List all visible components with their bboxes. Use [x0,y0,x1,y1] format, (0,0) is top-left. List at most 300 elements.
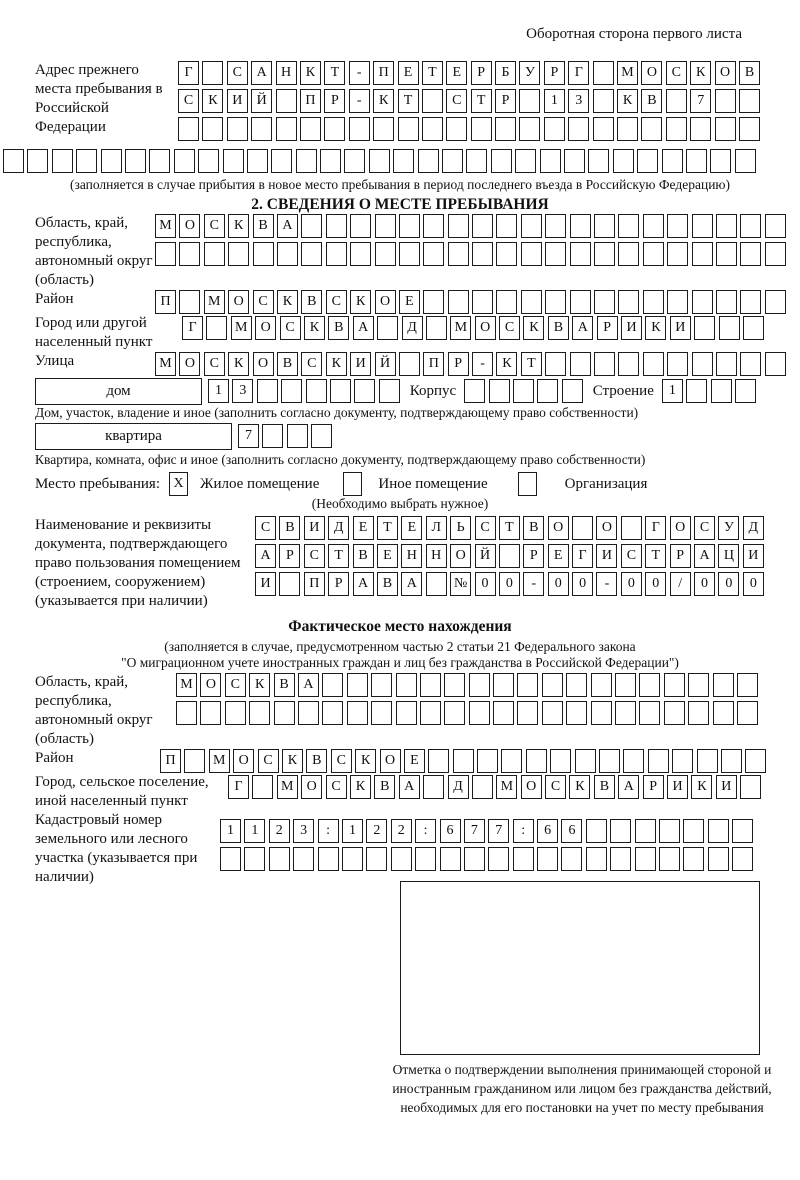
char-cell[interactable] [615,673,636,697]
char-cell[interactable] [420,673,441,697]
char-cell[interactable]: 0 [572,572,593,596]
char-cell[interactable] [466,149,487,173]
char-cell[interactable] [499,544,520,568]
char-cell[interactable] [326,242,347,266]
char-cell[interactable] [296,149,317,173]
char-cell[interactable]: С [253,290,274,314]
char-cell[interactable] [690,117,711,141]
char-cell[interactable]: Ц [718,544,739,568]
char-cell[interactable] [594,242,615,266]
char-cell[interactable] [125,149,146,173]
char-cell[interactable] [300,117,321,141]
char-cell[interactable] [694,316,715,340]
char-cell[interactable]: : [513,819,534,843]
char-cell[interactable]: А [618,775,639,799]
char-cell[interactable] [418,149,439,173]
char-cell[interactable]: С [545,775,566,799]
char-cell[interactable] [641,117,662,141]
char-cell[interactable] [713,701,734,725]
char-cell[interactable] [27,149,48,173]
char-cell[interactable]: М [155,214,176,238]
char-cell[interactable] [513,379,534,403]
char-cell[interactable] [440,847,461,871]
char-cell[interactable] [271,149,292,173]
char-cell[interactable]: О [301,775,322,799]
char-cell[interactable]: И [670,316,691,340]
char-cell[interactable]: С [499,316,520,340]
char-cell[interactable] [423,290,444,314]
char-cell[interactable] [423,214,444,238]
char-cell[interactable] [688,701,709,725]
char-cell[interactable] [52,149,73,173]
char-cell[interactable]: К [304,316,325,340]
char-cell[interactable] [178,117,199,141]
char-cell[interactable] [501,749,522,773]
char-cell[interactable] [422,89,443,113]
char-cell[interactable]: У [519,61,540,85]
char-cell[interactable]: К [300,61,321,85]
char-cell[interactable]: 7 [488,819,509,843]
char-cell[interactable] [149,149,170,173]
char-cell[interactable]: Р [597,316,618,340]
char-cell[interactable]: И [227,89,248,113]
char-cell[interactable] [301,214,322,238]
char-cell[interactable]: В [548,316,569,340]
char-cell[interactable]: Р [523,544,544,568]
char-cell[interactable] [477,749,498,773]
char-cell[interactable] [391,847,412,871]
char-cell[interactable] [683,819,704,843]
char-cell[interactable] [393,149,414,173]
char-cell[interactable]: 3 [568,89,589,113]
char-cell[interactable]: К [249,673,270,697]
char-cell[interactable]: П [300,89,321,113]
char-cell[interactable] [568,117,589,141]
char-cell[interactable]: О [475,316,496,340]
checkbox-zhiloe[interactable]: X [169,472,188,496]
char-cell[interactable] [618,290,639,314]
char-cell[interactable] [176,701,197,725]
char-cell[interactable]: Г [182,316,203,340]
char-cell[interactable] [322,673,343,697]
char-cell[interactable] [545,352,566,376]
char-cell[interactable]: В [301,290,322,314]
char-cell[interactable]: О [179,352,200,376]
char-cell[interactable] [200,701,221,725]
char-cell[interactable]: П [155,290,176,314]
char-cell[interactable]: Н [276,61,297,85]
char-cell[interactable]: Р [324,89,345,113]
char-cell[interactable] [593,89,614,113]
char-cell[interactable] [610,819,631,843]
char-cell[interactable] [667,290,688,314]
char-cell[interactable]: Р [448,352,469,376]
char-cell[interactable] [692,352,713,376]
char-cell[interactable] [575,749,596,773]
char-cell[interactable]: 0 [548,572,569,596]
char-cell[interactable] [692,290,713,314]
char-cell[interactable]: С [178,89,199,113]
char-cell[interactable]: О [450,544,471,568]
char-cell[interactable]: М [209,749,230,773]
char-cell[interactable] [593,117,614,141]
char-cell[interactable] [306,379,327,403]
char-cell[interactable]: М [450,316,471,340]
char-cell[interactable] [521,214,542,238]
char-cell[interactable] [342,847,363,871]
char-cell[interactable]: 1 [208,379,229,403]
char-cell[interactable]: 1 [662,379,683,403]
char-cell[interactable] [396,673,417,697]
char-cell[interactable] [545,214,566,238]
char-cell[interactable]: 6 [561,819,582,843]
char-cell[interactable] [526,749,547,773]
char-cell[interactable] [311,424,332,448]
char-cell[interactable]: К [202,89,223,113]
char-cell[interactable]: С [621,544,642,568]
char-cell[interactable] [521,242,542,266]
char-cell[interactable]: Ь [450,516,471,540]
char-cell[interactable]: А [401,572,422,596]
char-cell[interactable] [667,352,688,376]
char-cell[interactable] [593,61,614,85]
char-cell[interactable]: 6 [440,819,461,843]
char-cell[interactable]: О [200,673,221,697]
char-cell[interactable]: С [301,352,322,376]
char-cell[interactable] [570,242,591,266]
char-cell[interactable]: К [645,316,666,340]
char-cell[interactable] [562,379,583,403]
char-cell[interactable] [448,242,469,266]
char-cell[interactable] [472,242,493,266]
char-cell[interactable]: Н [426,544,447,568]
char-cell[interactable]: : [415,819,436,843]
char-cell[interactable]: Е [398,61,419,85]
char-cell[interactable] [420,701,441,725]
char-cell[interactable]: 3 [232,379,253,403]
char-cell[interactable] [444,701,465,725]
char-cell[interactable] [3,149,24,173]
char-cell[interactable] [347,701,368,725]
char-cell[interactable] [399,242,420,266]
char-cell[interactable]: А [353,572,374,596]
char-cell[interactable]: К [355,749,376,773]
char-cell[interactable]: И [716,775,737,799]
char-cell[interactable]: К [228,214,249,238]
char-cell[interactable]: С [694,516,715,540]
char-cell[interactable] [347,673,368,697]
char-cell[interactable]: Д [328,516,349,540]
char-cell[interactable] [667,214,688,238]
char-cell[interactable] [550,749,571,773]
char-cell[interactable]: Р [544,61,565,85]
char-cell[interactable]: А [694,544,715,568]
char-cell[interactable]: Й [475,544,496,568]
char-cell[interactable] [375,214,396,238]
char-cell[interactable] [716,290,737,314]
char-cell[interactable] [396,701,417,725]
char-cell[interactable]: О [715,61,736,85]
char-cell[interactable] [517,701,538,725]
char-cell[interactable] [737,701,758,725]
char-cell[interactable] [639,673,660,697]
char-cell[interactable] [566,673,587,697]
char-cell[interactable]: 1 [244,819,265,843]
char-cell[interactable] [721,749,742,773]
char-cell[interactable] [615,701,636,725]
char-cell[interactable]: Д [448,775,469,799]
char-cell[interactable]: 1 [342,819,363,843]
char-cell[interactable] [354,379,375,403]
char-cell[interactable]: 6 [537,819,558,843]
char-cell[interactable]: В [253,214,274,238]
char-cell[interactable]: К [690,61,711,85]
char-cell[interactable]: 0 [475,572,496,596]
checkbox-inoe[interactable] [343,472,362,496]
char-cell[interactable] [517,673,538,697]
apartment-type-box[interactable]: квартира [35,423,232,450]
char-cell[interactable] [423,775,444,799]
char-cell[interactable] [276,117,297,141]
char-cell[interactable] [735,379,756,403]
char-cell[interactable] [228,242,249,266]
char-cell[interactable]: В [277,352,298,376]
char-cell[interactable] [664,701,685,725]
char-cell[interactable]: К [691,775,712,799]
char-cell[interactable]: И [350,352,371,376]
char-cell[interactable] [320,149,341,173]
char-cell[interactable]: И [304,516,325,540]
char-cell[interactable] [613,149,634,173]
char-cell[interactable] [426,316,447,340]
char-cell[interactable] [202,61,223,85]
char-cell[interactable]: Т [328,544,349,568]
char-cell[interactable] [743,316,764,340]
char-cell[interactable]: И [596,544,617,568]
char-cell[interactable] [570,214,591,238]
char-cell[interactable]: 0 [694,572,715,596]
char-cell[interactable] [488,847,509,871]
char-cell[interactable] [423,242,444,266]
char-cell[interactable]: О [521,775,542,799]
char-cell[interactable]: 2 [269,819,290,843]
char-cell[interactable]: 0 [743,572,764,596]
char-cell[interactable] [586,819,607,843]
char-cell[interactable]: О [255,316,276,340]
char-cell[interactable] [301,242,322,266]
char-cell[interactable] [745,749,766,773]
char-cell[interactable] [174,149,195,173]
char-cell[interactable] [643,214,664,238]
char-cell[interactable] [537,379,558,403]
char-cell[interactable] [659,847,680,871]
char-cell[interactable]: К [282,749,303,773]
char-cell[interactable]: Р [495,89,516,113]
char-cell[interactable]: О [253,352,274,376]
char-cell[interactable]: : [318,819,339,843]
char-cell[interactable]: П [160,749,181,773]
char-cell[interactable] [350,242,371,266]
char-cell[interactable] [617,117,638,141]
char-cell[interactable] [623,749,644,773]
char-cell[interactable]: Т [422,61,443,85]
char-cell[interactable]: В [279,516,300,540]
char-cell[interactable] [765,214,786,238]
char-cell[interactable] [594,352,615,376]
char-cell[interactable] [564,149,585,173]
char-cell[interactable] [740,352,761,376]
char-cell[interactable] [588,149,609,173]
char-cell[interactable]: - [472,352,493,376]
char-cell[interactable]: Т [471,89,492,113]
char-cell[interactable] [594,214,615,238]
char-cell[interactable] [373,117,394,141]
char-cell[interactable] [545,290,566,314]
char-cell[interactable] [204,242,225,266]
char-cell[interactable] [570,352,591,376]
char-cell[interactable] [715,117,736,141]
char-cell[interactable] [155,242,176,266]
char-cell[interactable]: В [328,316,349,340]
char-cell[interactable]: А [255,544,276,568]
char-cell[interactable] [639,701,660,725]
char-cell[interactable] [545,242,566,266]
char-cell[interactable]: Б [495,61,516,85]
char-cell[interactable] [735,149,756,173]
char-cell[interactable] [716,352,737,376]
char-cell[interactable]: Р [328,572,349,596]
char-cell[interactable] [566,701,587,725]
char-cell[interactable]: П [373,61,394,85]
char-cell[interactable] [732,847,753,871]
char-cell[interactable] [765,352,786,376]
char-cell[interactable]: Р [279,544,300,568]
char-cell[interactable] [621,516,642,540]
char-cell[interactable] [227,117,248,141]
char-cell[interactable] [610,847,631,871]
char-cell[interactable] [659,819,680,843]
char-cell[interactable]: А [399,775,420,799]
char-cell[interactable] [711,379,732,403]
char-cell[interactable] [322,701,343,725]
char-cell[interactable] [269,847,290,871]
char-cell[interactable]: Т [324,61,345,85]
char-cell[interactable] [249,701,270,725]
char-cell[interactable] [739,89,760,113]
char-cell[interactable] [225,701,246,725]
char-cell[interactable] [716,214,737,238]
char-cell[interactable]: С [666,61,687,85]
char-cell[interactable] [542,673,563,697]
char-cell[interactable]: Е [377,544,398,568]
char-cell[interactable]: И [743,544,764,568]
char-cell[interactable] [422,117,443,141]
char-cell[interactable] [643,290,664,314]
char-cell[interactable] [599,749,620,773]
char-cell[interactable] [448,214,469,238]
char-cell[interactable]: / [670,572,691,596]
char-cell[interactable] [293,847,314,871]
char-cell[interactable] [732,819,753,843]
char-cell[interactable] [683,847,704,871]
char-cell[interactable]: С [280,316,301,340]
char-cell[interactable] [262,424,283,448]
char-cell[interactable] [591,673,612,697]
char-cell[interactable]: - [349,61,370,85]
char-cell[interactable]: Г [178,61,199,85]
char-cell[interactable]: О [375,290,396,314]
char-cell[interactable] [496,290,517,314]
char-cell[interactable] [464,847,485,871]
char-cell[interactable] [692,242,713,266]
char-cell[interactable]: К [350,290,371,314]
char-cell[interactable]: Т [499,516,520,540]
char-cell[interactable] [666,89,687,113]
char-cell[interactable]: Й [251,89,272,113]
char-cell[interactable]: С [204,214,225,238]
char-cell[interactable] [662,149,683,173]
char-cell[interactable]: В [523,516,544,540]
char-cell[interactable] [519,89,540,113]
char-cell[interactable] [570,290,591,314]
char-cell[interactable]: Й [375,352,396,376]
char-cell[interactable] [667,242,688,266]
char-cell[interactable] [276,89,297,113]
char-cell[interactable] [666,117,687,141]
char-cell[interactable] [257,379,278,403]
char-cell[interactable] [287,424,308,448]
char-cell[interactable] [635,819,656,843]
char-cell[interactable] [572,516,593,540]
char-cell[interactable] [298,701,319,725]
char-cell[interactable] [179,290,200,314]
char-cell[interactable]: О [380,749,401,773]
char-cell[interactable]: 7 [238,424,259,448]
char-cell[interactable]: М [617,61,638,85]
char-cell[interactable]: К [350,775,371,799]
char-cell[interactable] [544,117,565,141]
char-cell[interactable] [686,149,707,173]
char-cell[interactable] [713,673,734,697]
char-cell[interactable] [220,847,241,871]
char-cell[interactable] [184,749,205,773]
char-cell[interactable] [426,572,447,596]
char-cell[interactable]: К [373,89,394,113]
char-cell[interactable] [366,847,387,871]
char-cell[interactable] [471,117,492,141]
char-cell[interactable]: 0 [645,572,666,596]
char-cell[interactable]: М [231,316,252,340]
char-cell[interactable]: К [277,290,298,314]
char-cell[interactable] [349,117,370,141]
char-cell[interactable]: К [326,352,347,376]
char-cell[interactable]: В [594,775,615,799]
char-cell[interactable] [399,214,420,238]
char-cell[interactable]: О [670,516,691,540]
char-cell[interactable]: Р [471,61,492,85]
char-cell[interactable] [515,149,536,173]
char-cell[interactable] [664,673,685,697]
char-cell[interactable]: С [304,544,325,568]
char-cell[interactable]: № [450,572,471,596]
char-cell[interactable] [399,352,420,376]
char-cell[interactable] [495,117,516,141]
char-cell[interactable] [737,673,758,697]
char-cell[interactable] [371,673,392,697]
char-cell[interactable]: К [523,316,544,340]
char-cell[interactable]: Т [645,544,666,568]
char-cell[interactable]: П [304,572,325,596]
